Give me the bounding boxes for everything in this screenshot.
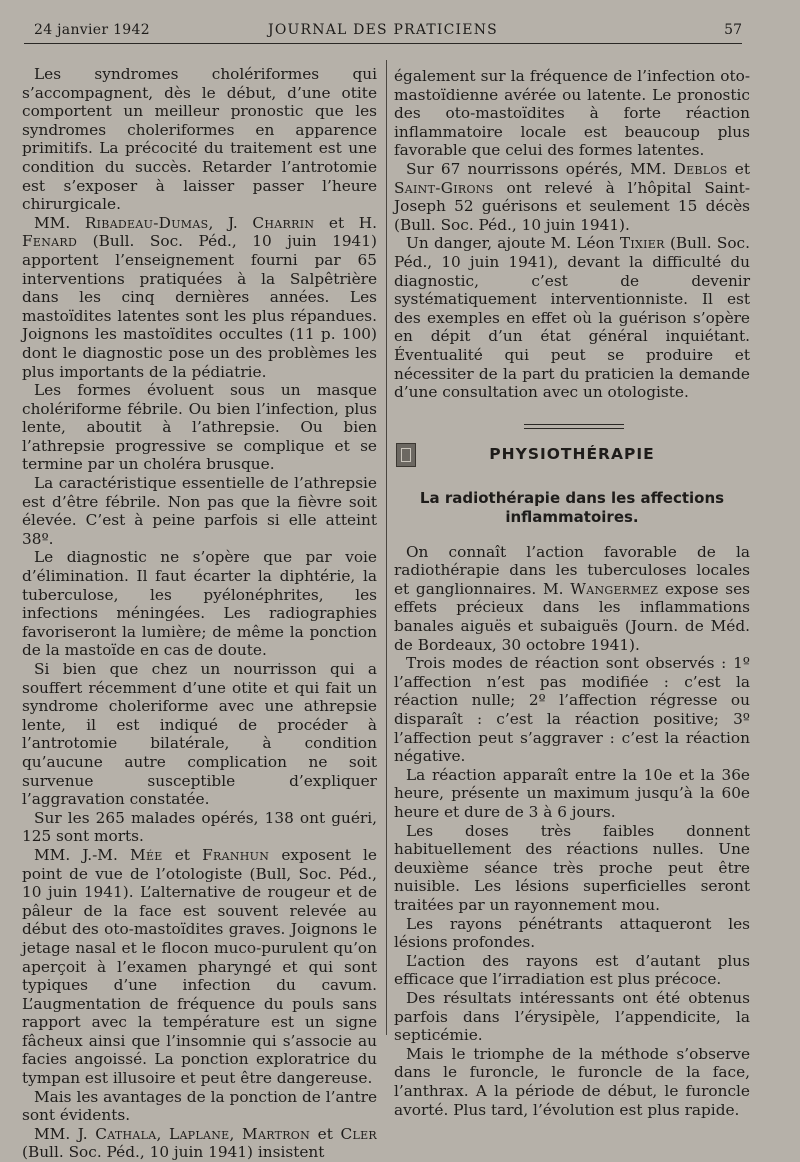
- paragraph: Si bien que chez un nourrisson qui a souffert récemment d’une otite et qui fait un syndrome choleriforme avec une athrepsie lente, il est indiqué de procéder à l’antrotomie bilatérale, à condition qu’aucune autre complication ne soit survenue susceptible d’expliquer l’aggravation constatée.: [22, 660, 377, 809]
- paragraph: La réaction apparaît entre la 10e et la 36e heure, présente un maximum jusqu’à la 60e heure et dure de 3 à 6 jours.: [394, 765, 750, 821]
- text-run: (Bull. Soc. Péd., 10 juin 1941) apportent l’enseignement fourni par 65 interventions pratiquées à la Salpêtrière dans les cinq dernières années. Les mastoïdites latentes sont les plus répandues. Joignons les mastoïdites occultes (11 p. 100) dont le diagnostic pose un des problèmes les plus importants de la pédiatrie.: [22, 232, 377, 381]
- author-name: Martron: [241, 1124, 311, 1143]
- text-run: et H.: [314, 213, 377, 232]
- author-name: Deblos: [673, 159, 728, 178]
- left-column: [22, 65, 377, 1162]
- text-run: MM. J.: [34, 1124, 96, 1143]
- paragraph: Sur les 265 malades opérés, 138 ont guéri, 125 sont morts.: [22, 808, 377, 846]
- paragraph: [394, 160, 750, 234]
- text-run: (Bull. Soc. Péd., 10 juin 1941) insistent: [22, 1143, 325, 1162]
- issue-date: 24 janvier 1942: [34, 22, 150, 38]
- paragraph: [394, 234, 750, 401]
- author-name: Wangermez: [570, 579, 659, 598]
- text-run: et: [310, 1124, 341, 1143]
- paragraph: Le diagnostic ne s’opère que par voie d’élimination. Il faut écarter la diphtérie, la tuberculose, les pyélonéphrites, les infections méningées. Les radiographies favoriseront la lumière; de même la ponction de la mastoïde en cas de doute.: [22, 548, 377, 660]
- paragraph: Les syndromes cholériformes qui s’accompagnent, dès le début, d’une otite comportent un meilleur pronostic que les syndromes choleriformes en apparence primitifs. La précocité du traitement est une condition du succès. Retarder l’antrotomie est s’exposer à laisser passer l’heure chirurgicale.: [22, 65, 377, 214]
- author-name: Charrin: [252, 213, 315, 232]
- text-run: On connaît l’action favorable de la radiothérapie dans les tuberculoses locales et ganglionnaires. M.: [394, 542, 750, 598]
- section-separator: [524, 424, 624, 429]
- text-run: MM.: [34, 213, 85, 232]
- paragraph: [22, 846, 377, 1088]
- text-run: Sur 67 nourrissons opérés, MM.: [406, 159, 674, 178]
- page-header: [24, 20, 742, 42]
- text-run: exposent le point de vue de l’otologiste (Bull, Soc. Péd., 10 juin 1941). L’alternative de rougeur et de pâleur de la face est souvent relevée au début des oto-mastoïdites graves. Joignons le jetage nasal et le flocon muco-purulent qu’on aperçoit à l’examen pharyngé et qui sont typiques d’une infection du cavum. L’augmentation de fréquence du pouls sans rapport avec la température est un signe fâcheux ainsi que l’insomnie qui s’associe au facies angoissé. La ponction exploratrice du tympan est illusoire et peut être dangereuse.: [22, 845, 377, 1088]
- column-divider: [386, 60, 387, 1035]
- right-column: [394, 67, 750, 1119]
- text-run: ,: [229, 1124, 242, 1143]
- author-name: Franhun: [202, 845, 270, 864]
- author-name: Fenard: [22, 232, 78, 251]
- text-run: et: [727, 159, 750, 178]
- paragraph: [22, 214, 377, 381]
- paragraph: Trois modes de réaction sont observés : 1º l’affection n’est pas modifiée : c’est la réaction nulle; 2º l’affection régresse ou disparaît : c’est la réaction positive; 3º l’affection peut s’aggraver : c’est la réaction négative.: [394, 654, 750, 766]
- paragraph: Les rayons pénétrants attaqueront les lésions profondes.: [394, 914, 750, 952]
- text-run: MM. J.-M.: [34, 845, 130, 864]
- author-name: Saint-Girons: [394, 178, 494, 197]
- author-name: Cler: [340, 1124, 377, 1143]
- article-title: La radiothérapie dans les affections inflammatoires.: [419, 488, 725, 526]
- paragraph: [394, 543, 750, 655]
- section-title: PHYSIOTHÉRAPIE: [489, 444, 655, 463]
- paragraph: Les formes évoluent sous un masque cholériforme fébrile. Ou bien l’infection, plus lente, aboutit à l’athrepsie. Ou bien l’athrepsie progressive se complique et se termine par un choléra brusque.: [22, 381, 377, 474]
- paragraph: La caractéristique essentielle de l’athrepsie est d’être fébrile. Non pas que la fièvre soit élevée. C’est à peine parfois si elle atteint 38º.: [22, 474, 377, 548]
- page-number: 57: [724, 22, 742, 38]
- section-header: [394, 443, 750, 469]
- journal-title: JOURNAL DES PRATICIENS: [268, 22, 498, 38]
- paragraph: Les doses très faibles donnent habituellement des réactions nulles. Une deuxième séance très proche peut être nuisible. Les lésions superficielles seront traitées par un rayonnement mou.: [394, 821, 750, 914]
- header-rule: [24, 43, 742, 44]
- text-run: et: [162, 845, 203, 864]
- paragraph: L’action des rayons est d’autant plus efficace que l’irradiation est plus précoce.: [394, 951, 750, 989]
- paragraph: Mais les avantages de la ponction de l’antre sont évidents.: [22, 1087, 377, 1125]
- text-run: ,: [156, 1124, 169, 1143]
- paragraph: [22, 1125, 377, 1162]
- paragraph: également sur la fréquence de l’infection oto-mastoïdienne avérée ou latente. Le pronostic des oto-mastoïdites à forte réaction inflammatoire locale est beaucoup plus favorable que celui des formes latentes.: [394, 67, 750, 160]
- author-name: Cathala: [95, 1124, 157, 1143]
- text-run: expose ses effets précieux dans les inflammations banales aiguës et subaiguës (Journ. de Méd. de Bordeaux, 30 octobre 1941).: [394, 579, 751, 654]
- paragraph: Des résultats intéressants ont été obtenus parfois dans l’érysipèle, l’appendicite, la septicémie.: [394, 988, 750, 1045]
- text-run: ont relevé à l’hôpital Saint-Joseph 52 guérisons et seulement 15 décès (Bull. Soc. Péd., 10 juin 1941).: [394, 178, 750, 234]
- author-name: Tixier: [619, 234, 665, 253]
- author-name: Laplane: [168, 1124, 230, 1143]
- text-run: , J.: [208, 213, 253, 232]
- paragraph: Mais le triomphe de la méthode s’observe dans le furoncle, le furoncle de la face, l’anthrax. A la période de début, le furoncle avorté. Plus tard, l’évolution est plus rapide.: [394, 1044, 750, 1119]
- author-name: Mée: [129, 845, 163, 864]
- text-run: Un danger, ajoute M. Léon: [406, 234, 620, 253]
- text-run: (Bull. Soc. Péd., 10 juin 1941), devant la difficulté du diagnostic, c’est de devenir systématiquement interventionniste. Il est des exemples en effet où la guérison s’opère en dépit d’un état général inquiétant. Éventualité qui peut se produire et nécessiter de la part du praticien la demande d’une consultation avec un otologiste.: [394, 234, 750, 402]
- author-name: Ribadeau-Dumas: [84, 213, 209, 232]
